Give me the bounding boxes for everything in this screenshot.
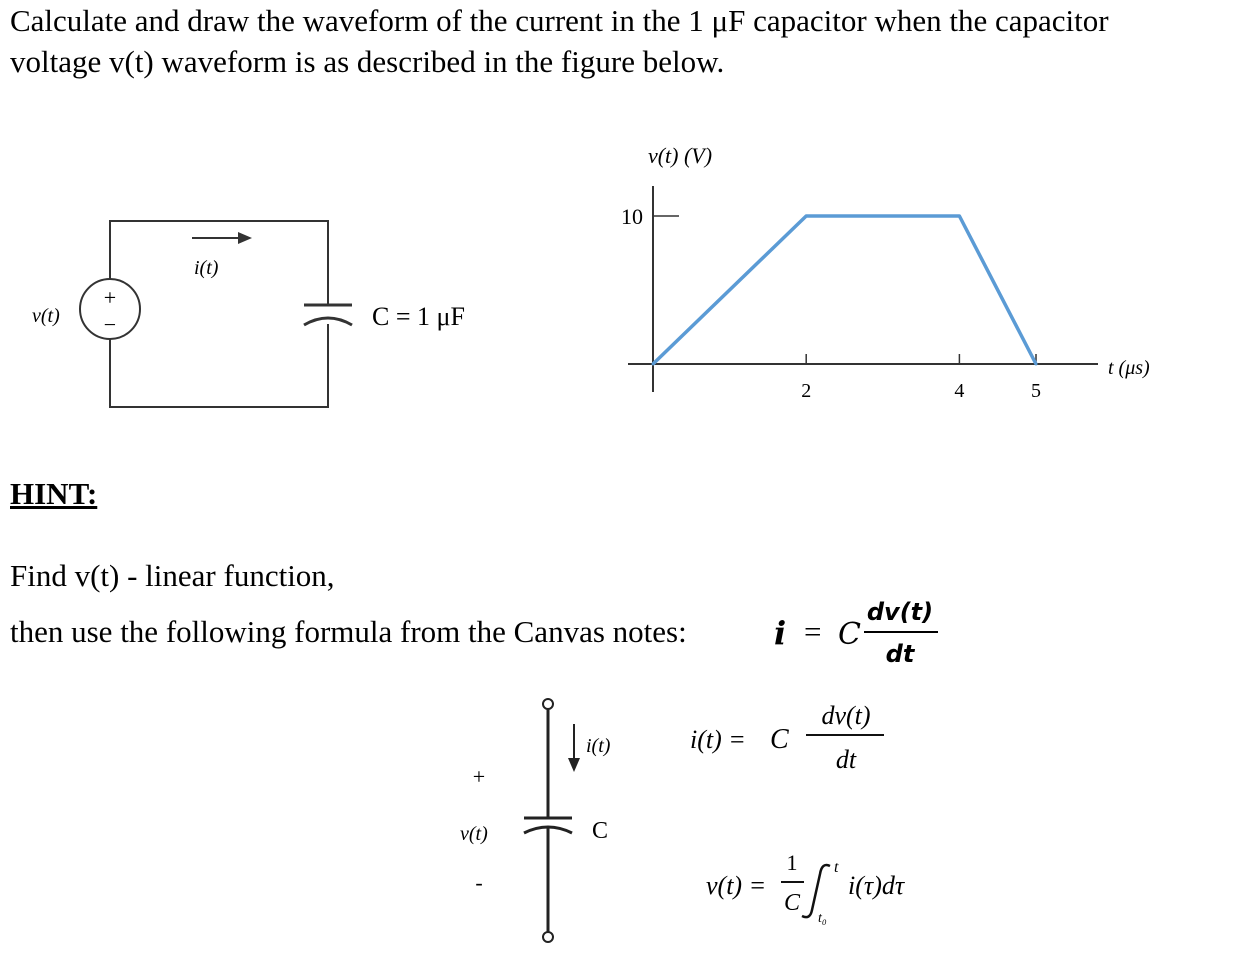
formula-equals: = [804,614,822,649]
x-tick-label-4: 4 [954,380,965,402]
waveform-point-1 [805,215,808,218]
waveform-point-0 [652,363,655,366]
eq2-c: C [783,890,801,916]
source-plus-sign: + [103,285,117,310]
formula-denominator: dt [885,640,915,668]
voltage-chart [621,143,1150,402]
hint-line-2: then use the following formula from the Canvas notes: [10,614,687,649]
bottom-minus-sign: - [475,870,483,895]
waveform-point-2 [958,215,961,218]
current-arrow-head [238,232,252,244]
x-tick-label-5: 5 [1031,380,1041,402]
chart-y-axis-label: v(t) (V) [647,143,713,168]
eq1-lhs: i(t) = [690,725,746,754]
question-text [10,0,1250,82]
question-line-1: Calculate and draw the waveform of the current in the 1 μF capacitor when the capacitor [10,3,1109,38]
current-arrow-down-head [568,758,580,772]
hint-line-1: Find v(t) - linear function, [10,558,335,593]
eq2-lhs: v(t) = [706,871,767,900]
bottom-plus-sign: + [472,764,486,789]
source-voltage-label: v(t) [32,305,60,327]
eq2-one: 1 [786,850,798,875]
bottom-voltage-label: v(t) [460,823,488,845]
waveform-point-3 [1035,363,1038,366]
voltage-waveform-line [653,216,1036,364]
eq2-upper-limit: t [834,859,839,876]
chart-x-axis-label: t (μs) [1108,357,1150,379]
circuit-wire-bottom [110,324,328,407]
terminal-top [543,699,553,709]
circuit-current-label: i(t) [194,257,219,279]
x-tick-label-2: 2 [801,380,812,402]
bottom-current-label: i(t) [586,735,611,757]
y-tick-label-10: 10 [621,204,643,229]
capacitor-value-label: C = 1 μF [372,302,465,331]
bottom-capacitor-label: C [592,818,609,844]
eq2-lower-limit: t₀ [818,911,827,926]
eq1-denominator: dt [835,745,857,774]
source-minus-sign: − [103,312,117,337]
formula-numerator: dv(t) [866,598,934,626]
question-line-2: voltage v(t) waveform is as described in the figure below. [10,44,725,79]
eq2-integrand: i(τ)dτ [848,871,905,900]
eq1-c: C [770,724,789,755]
capacitor-symbol-figure [524,699,580,942]
formula-current-symbol: i [774,614,787,652]
formula-capacitance: C [838,617,861,652]
formula-fraction-bar [864,631,938,633]
capacitor-plate-bottom [304,318,352,325]
circuit-wire-top [110,221,328,304]
voltage-source-symbol [80,279,140,339]
eq1-numerator: dv(t) [821,701,871,730]
terminal-bottom [543,932,553,942]
hint-heading: HINT: [10,476,98,511]
circuit-diagram [80,221,352,407]
integral-sign-icon [802,865,830,917]
cap-plate-bottom [524,827,572,833]
